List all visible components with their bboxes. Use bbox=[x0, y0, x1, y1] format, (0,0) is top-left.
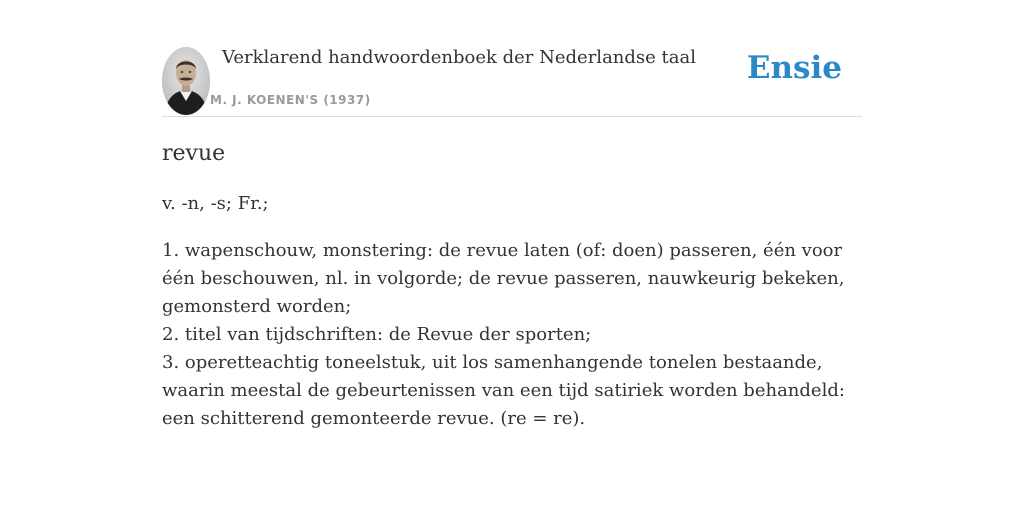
definition-sense: 1. wapenschouw, monstering: de revue laten (of: doen) passeren, één voor één beschouwen, nl. in volgorde; de revue passeren, nauwkeurig bekeken, gemonsterd worden; bbox=[162, 240, 845, 317]
definition-sense: 3. operetteachtig toneelstuk, uit los samenhangende tonelen bestaande, waarin meestal de gebeurtenissen van een tijd satiriek worden behandeld: een schitterend gemonteerde revue. (re = re). bbox=[162, 352, 845, 429]
entry-definition bbox=[162, 237, 862, 433]
entry-grammar: v. -n, -s; Fr.; bbox=[162, 193, 269, 214]
brand-logo-link[interactable]: Ensie bbox=[746, 50, 842, 86]
author-portrait bbox=[162, 47, 210, 115]
book-title: Verklarend handwoordenboek der Nederlandse taal bbox=[222, 47, 696, 68]
entry-headword: revue bbox=[162, 141, 226, 166]
author-line: M. J. KOENEN'S (1937) bbox=[210, 93, 371, 107]
header bbox=[162, 46, 862, 117]
entry-content bbox=[162, 138, 862, 433]
definition-sense: 2. titel van tijdschriften: de Revue der sporten; bbox=[162, 324, 592, 345]
